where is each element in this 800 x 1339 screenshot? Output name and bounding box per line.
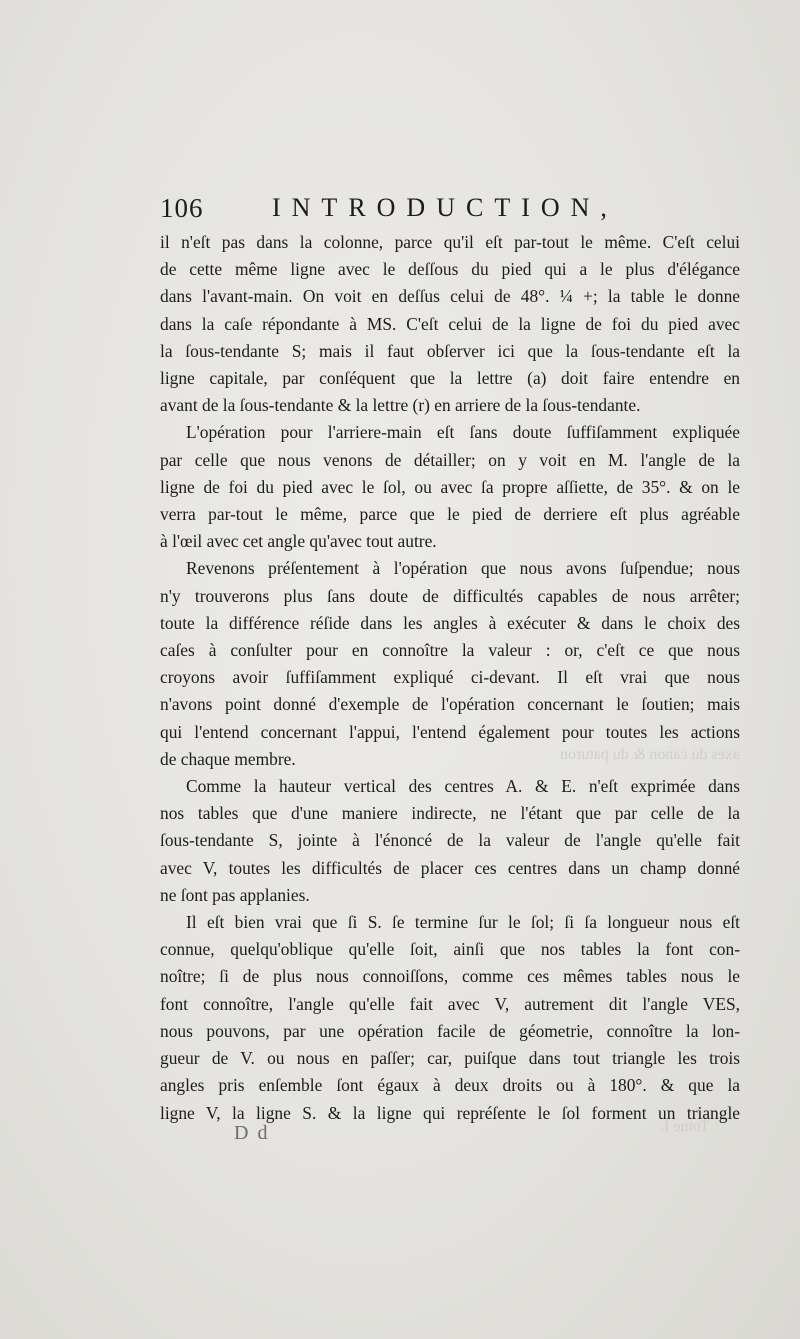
text-line: ligne de foi du pied avec le ſol, ou avec ſa propre aſſiette, de 35°. & on le [160,476,740,497]
text-line: font connoître, l'angle qu'elle fait avec V, autrement dit l'angle VES, [160,993,740,1014]
text-line: ſous-tendante S, jointe à l'énoncé de la valeur de l'angle qu'elle fait [160,830,740,851]
text-line: noître; ſi de plus nous connoiſſons, comme ces mêmes tables nous le [160,966,740,987]
text-line: connue, quelqu'oblique qu'elle ſoit, ainſi que nos tables la font con- [160,939,740,960]
text-line: de chaque membre. [160,748,296,769]
text-line: verra par-tout le même, parce que le pied de derriere eſt plus agréable [160,504,740,525]
text-line: il n'eſt pas dans la colonne, parce qu'il eſt par-tout le même. C'eſt celui [160,232,740,252]
text-line: de cette même ligne avec le deſſous du pied qui a le plus d'élégance [160,259,740,280]
signature-mark: D d [234,1122,270,1144]
text-line: n'y trouverons plus ſans doute de difficultés capables de nous arrêter; [160,585,740,606]
text-line: toute la différence réſide dans les angles à exécuter & dans le choix des [160,612,740,633]
text-line: caſes à conſulter pour en connoître la valeur : or, c'eſt ce que nous [160,640,740,661]
text-line: n'avons point donné d'exemple de l'opération concernant le ſoutien; mais [160,694,740,715]
bleed-through-2: Tome I. [660,1118,710,1135]
page-header [160,193,740,233]
text-line: dans la caſe répondante à MS. C'eſt celui de la ligne de foi du pied avec [160,313,740,334]
text-line: nos tables que d'une maniere indirecte, ne l'étant que par celle de la [160,803,740,824]
text-line: nous pouvons, par une opération facile de géometrie, connoître la lon- [160,1020,740,1041]
page-number: 106 [160,193,204,223]
text-line: dans l'avant-main. On voit en deſſus celui de 48°. ¼ +; la table le donne [160,286,740,307]
bleed-through-1: axes du canon & du paturon [560,746,740,763]
text-line: Revenons préſentement à l'opération que nous avons ſuſpendue; nous [186,558,740,579]
text-line: à l'œil avec cet angle qu'avec tout autre. [160,531,437,552]
running-title: INTRODUCTION, [272,193,618,222]
text-line: angles pris enſemble ſont égaux à deux droits ou à 180°. & que la [160,1075,740,1096]
text-line: Comme la hauteur vertical des centres A. & E. n'eſt exprimée dans [186,776,740,797]
text-line: qui l'entend concernant l'appui, l'entend également pour toutes les actions [160,721,740,742]
text-line: la ſous-tendante S; mais il faut obſerver ici que la ſous-tendante eſt la [160,340,740,361]
text-line: par celle que nous venons de détailler; on y voit en M. l'angle de la [160,449,740,470]
text-line: gueur de V. ou nous en paſſer; car, puiſque dans tout triangle les trois [160,1048,740,1069]
text-line: croyons avoir ſuffiſamment expliqué ci-devant. Il eſt vrai que nous [160,667,740,688]
text-line: ligne V, la ligne S. & la ligne qui repréſente le ſol forment un triangle [160,1102,740,1123]
text-line: ne ſont pas applanies. [160,884,310,905]
text-line: Il eſt bien vrai que ſi S. ſe termine ſur le ſol; ſi ſa longueur nous eſt [186,912,740,933]
text-line: avec V, toutes les difficultés de placer ces centres dans un champ donné [160,857,740,878]
text-line: avant de la ſous-tendante & la lettre (r) en arriere de la ſous-tendante. [160,395,641,416]
text-line: L'opération pour l'arriere-main eſt ſans doute ſuffiſamment expliquée [186,422,740,443]
text-line: ligne capitale, par conſéquent que la lettre (a) doit faire entendre en [160,368,740,389]
body-text [160,229,740,1127]
